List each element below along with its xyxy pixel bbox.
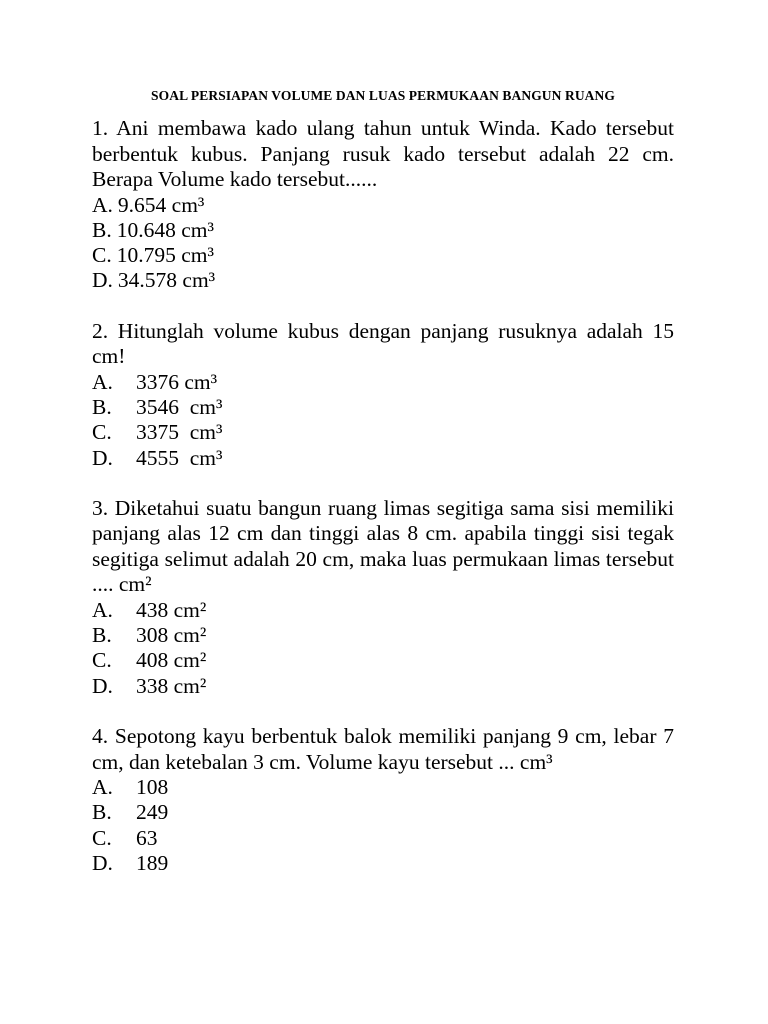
option-value: 438 cm² (136, 597, 207, 622)
option-value: 10.648 cm³ (116, 217, 214, 242)
option-b (92, 395, 674, 420)
answer-options (92, 193, 674, 294)
option-value: 408 cm² (136, 648, 207, 673)
question-3 (92, 496, 674, 699)
option-c (92, 420, 674, 445)
option-c (92, 826, 674, 851)
option-value: 63 (136, 825, 158, 850)
option-value: 308 cm² (136, 623, 207, 648)
option-c (92, 243, 674, 268)
option-value: 3376 cm³ (136, 369, 218, 394)
answer-options (92, 598, 674, 699)
option-letter: D. (92, 850, 113, 875)
option-letter: C. (92, 825, 112, 850)
option-letter: D. (92, 673, 113, 698)
option-d (92, 674, 674, 699)
option-b (92, 218, 674, 243)
option-d (92, 851, 674, 876)
option-d (92, 446, 674, 471)
option-letter: A. (92, 192, 113, 217)
answer-options (92, 370, 674, 471)
option-value: 108 (136, 775, 169, 800)
option-value: 4555 cm³ (136, 445, 223, 470)
question-text: 3. Diketahui suatu bangun ruang limas segitiga sama sisi memiliki panjang alas 12 cm dan tinggi alas 8 cm. apabila tinggi sisi tegak segitiga selimut adalah 20 cm, maka luas permukaan limas tersebut .... cm² (92, 495, 674, 597)
option-value: 9.654 cm³ (117, 192, 205, 217)
option-letter: D. (92, 268, 113, 293)
option-letter: B. (92, 800, 112, 825)
option-value: 3375 cm³ (136, 420, 223, 445)
option-c (92, 648, 674, 673)
option-letter: B. (92, 394, 112, 419)
option-value: 3546 cm³ (136, 394, 223, 419)
option-letter: C. (92, 648, 112, 673)
question-text: 2. Hitunglah volume kubus dengan panjang rusuknya adalah 15 cm! (92, 318, 674, 369)
option-value: 10.795 cm³ (116, 243, 214, 268)
option-letter: A. (92, 597, 113, 622)
option-letter: C. (92, 243, 112, 268)
question-text: 1. Ani membawa kado ulang tahun untuk Winda. Kado tersebut berbentuk kubus. Panjang rusuk kado tersebut adalah 22 cm. Berapa Volume kado tersebut...... (92, 116, 674, 191)
option-value: 189 (136, 850, 169, 875)
option-value: 249 (136, 800, 169, 825)
option-letter: B. (92, 217, 112, 242)
option-a (92, 193, 674, 218)
option-b (92, 623, 674, 648)
document-title: SOAL PERSIAPAN VOLUME DAN LUAS PERMUKAAN BANGUN RUANG (151, 88, 615, 103)
question-1 (92, 116, 674, 294)
option-letter: C. (92, 420, 112, 445)
option-a (92, 370, 674, 395)
option-d (92, 268, 674, 293)
option-value: 34.578 cm³ (117, 268, 216, 293)
question-2 (92, 319, 674, 471)
option-a (92, 598, 674, 623)
option-a (92, 775, 674, 800)
option-letter: A. (92, 369, 113, 394)
option-letter: A. (92, 775, 113, 800)
option-letter: D. (92, 445, 113, 470)
option-value: 338 cm² (136, 673, 207, 698)
question-4 (92, 724, 674, 876)
option-letter: B. (92, 623, 112, 648)
answer-options (92, 775, 674, 876)
option-b (92, 800, 674, 825)
question-text: 4. Sepotong kayu berbentuk balok memiliki panjang 9 cm, lebar 7 cm, dan ketebalan 3 cm. Volume kayu tersebut ... cm³ (92, 724, 674, 774)
